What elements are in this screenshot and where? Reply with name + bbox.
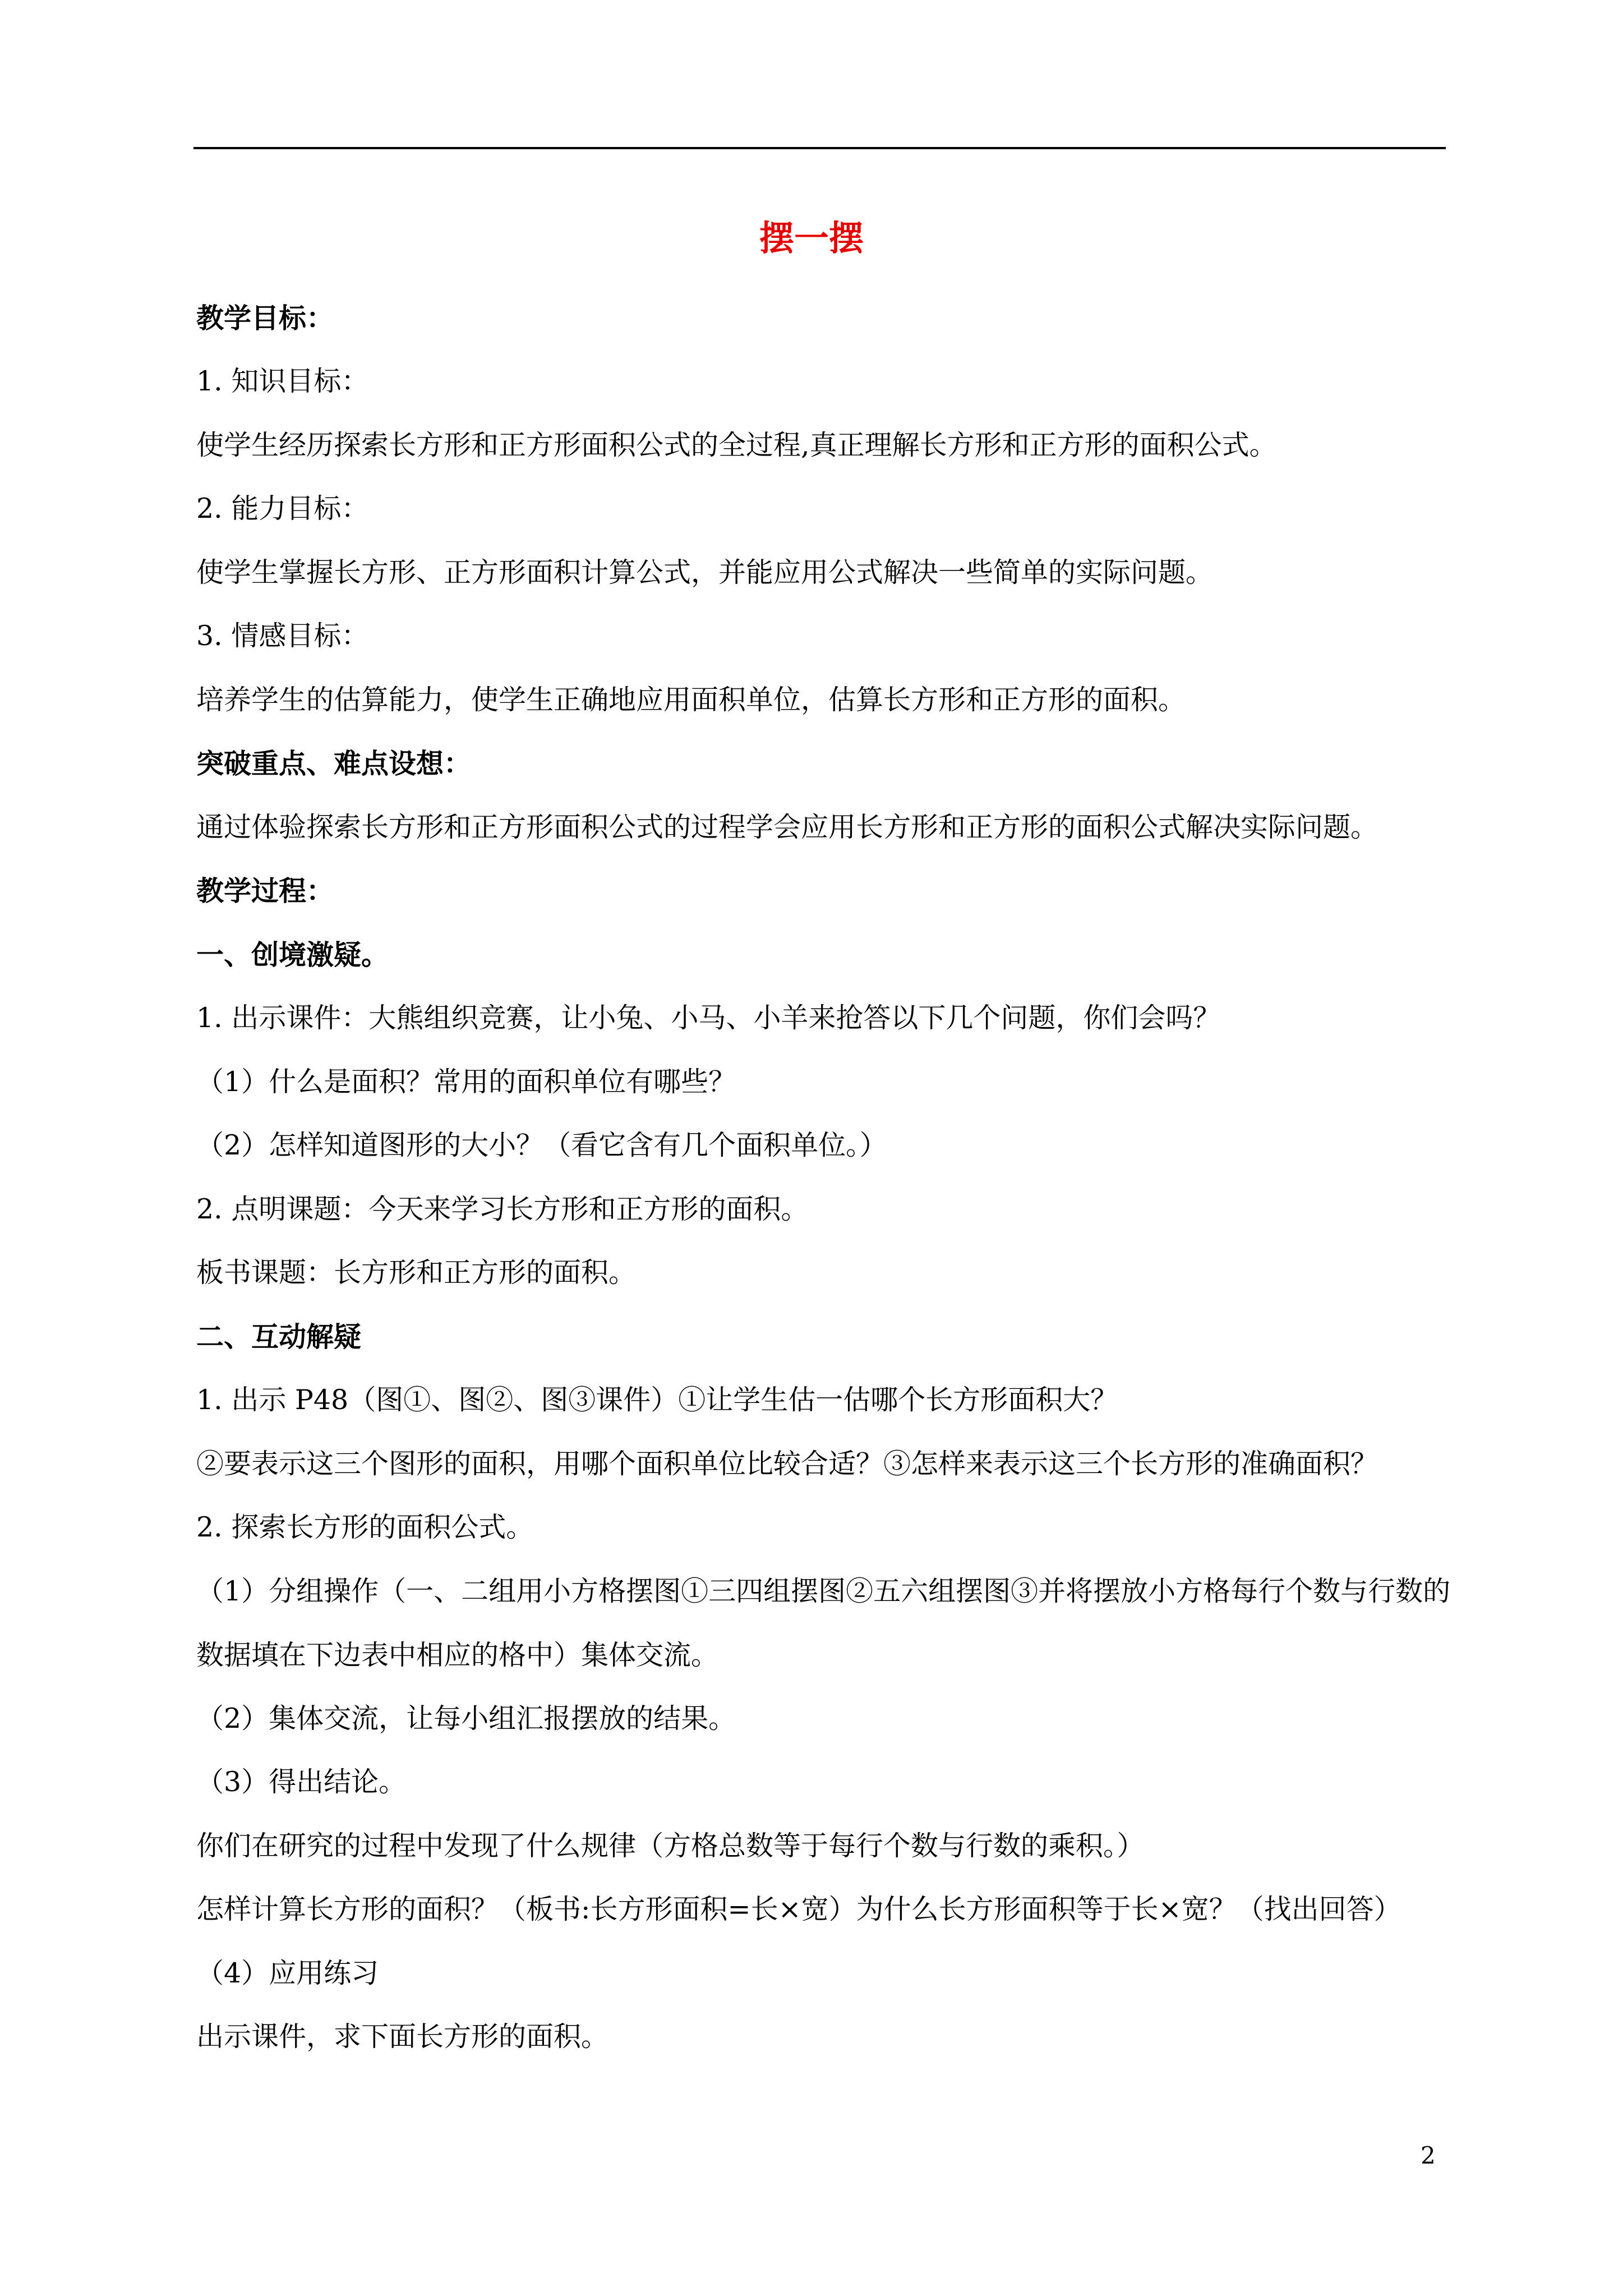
goal-1-heading: 1. 知识目标： (196, 365, 369, 397)
paragraph: 怎样计算长方形的面积？（板书:长方形面积=长×宽）为什么长方形面积等于长×宽？（找出回答） (196, 1893, 1401, 1925)
paragraph: 出示课件，求下面长方形的面积。 (196, 2021, 609, 2053)
heading-teaching-goals: 教学目标： (196, 302, 334, 334)
paragraph: 2. 点明课题：今天来学习长方形和正方形的面积。 (196, 1193, 809, 1225)
paragraph: 你们在研究的过程中发现了什么规律（方格总数等于每行个数与行数的乘积。） (196, 1830, 1145, 1862)
paragraph: ②要表示这三个图形的面积，用哪个面积单位比较合适？③怎样来表示这三个长方形的准确面积？ (196, 1448, 1378, 1480)
paragraph: （1）什么是面积？常用的面积单位有哪些？ (196, 1066, 736, 1098)
heading-teaching-process: 教学过程： (196, 875, 334, 907)
heading-key-points: 突破重点、难点设想： (196, 747, 472, 780)
paragraph: 通过体验探索长方形和正方形面积公式的过程学会应用长方形和正方形的面积公式解决实际问题。 (196, 811, 1378, 843)
section-heading-1: 一、创境激疑。 (196, 938, 389, 971)
page-number: 2 (1421, 2142, 1436, 2169)
paragraph: 2. 探索长方形的面积公式。 (196, 1511, 534, 1543)
paragraph: （1）分组操作（一、二组用小方格摆图①三四组摆图②五六组摆图③并将摆放小方格每行个数与行数的数据填在下边表中相应的格中）集体交流。 (196, 1575, 1451, 1671)
paragraph: 使学生经历探索长方形和正方形面积公式的全过程,真正理解长方形和正方形的面积公式。 (196, 429, 1277, 461)
paragraph: 1. 出示 P48（图①、图②、图③课件）①让学生估一估哪个长方形面积大？ (196, 1384, 1118, 1416)
paragraph: 培养学生的估算能力，使学生正确地应用面积单位，估算长方形和正方形的面积。 (196, 684, 1186, 716)
paragraph: （4）应用练习 (196, 1957, 379, 1989)
paragraph: 使学生掌握长方形、正方形面积计算公式，并能应用公式解决一些简单的实际问题。 (196, 556, 1214, 588)
goal-3-heading: 3. 情感目标： (196, 620, 369, 652)
paragraph: （2）集体交流，让每小组汇报摆放的结果。 (196, 1703, 736, 1734)
paragraph: （3）得出结论。 (196, 1766, 407, 1798)
goal-2-heading: 2. 能力目标： (196, 493, 369, 524)
paragraph: 1. 出示课件：大熊组织竞赛，让小兔、小马、小羊来抢答以下几个问题，你们会吗？ (196, 1002, 1221, 1034)
section-heading-2: 二、互动解疑 (196, 1320, 362, 1353)
paragraph: 板书课题：长方形和正方形的面积。 (196, 1257, 637, 1289)
paragraph: （2）怎样知道图形的大小？（看它含有几个面积单位。） (196, 1129, 887, 1161)
header-rule (193, 147, 1446, 149)
document-title: 摆一摆 (759, 218, 864, 259)
